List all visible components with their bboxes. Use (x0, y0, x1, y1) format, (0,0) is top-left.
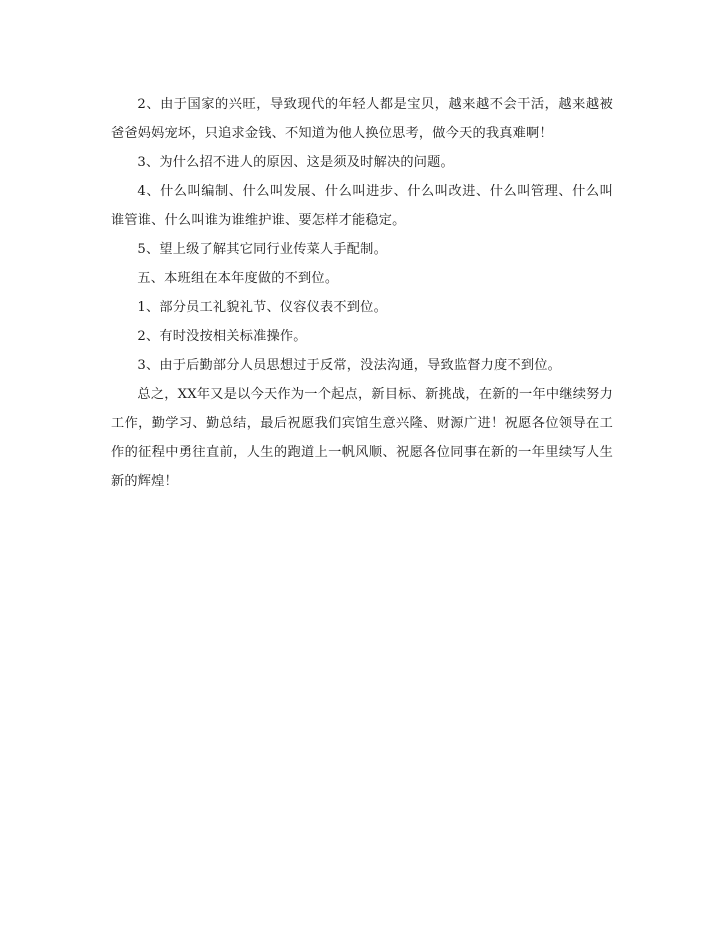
paragraph-problem-2: 2、由于国家的兴旺，导致现代的年轻人都是宝贝，越来越不会干活，越来越被爸爸妈妈宠坏，只追求金钱、不知道为他人换位思考，做今天的我真难啊！ (111, 97, 613, 141)
section-heading-five: 五、本班组在本年度做的不到位。 (137, 271, 339, 286)
paragraph-shortfall-1: 1、部分员工礼貌礼节、仪容仪表不到位。 (137, 300, 387, 315)
paragraph-shortfall-3: 3、由于后勤部分人员思想过于反常，没法沟通，导致监督力度不到位。 (137, 358, 561, 373)
document-body (111, 90, 613, 496)
paragraph-conclusion: 总之，XX年又是以今天作为一个起点，新目标、新挑战，在新的一年中继续努力工作，勤学习、勤总结，最后祝愿我们宾馆生意兴隆、财源广进！祝愿各位领导在工作的征程中勇往直前，人生的跑道上一帆风顺、祝愿各位同事在新的一年里续写人生新的辉煌！ (111, 387, 613, 489)
paragraph-shortfall-2: 2、有时没按相关标准操作。 (137, 329, 307, 344)
paragraph-problem-5: 5、望上级了解其它同行业传菜人手配制。 (137, 242, 387, 257)
paragraph-problem-3: 3、为什么招不进人的原因、这是须及时解决的问题。 (137, 155, 454, 170)
paragraph-problem-4: 4、什么叫编制、什么叫发展、什么叫进步、什么叫改进、什么叫管理、什么叫谁管谁、什么叫谁为谁维护谁、要怎样才能稳定。 (111, 184, 613, 228)
